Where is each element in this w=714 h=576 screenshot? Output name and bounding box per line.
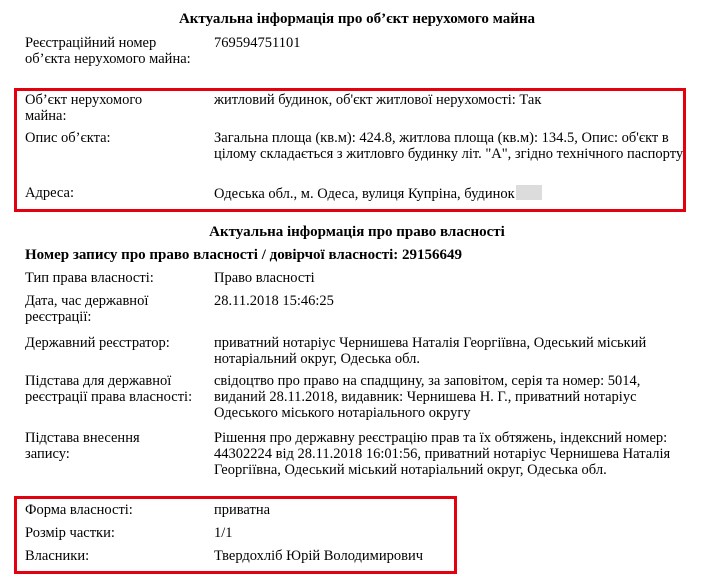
object-highlight-box: [14, 88, 686, 212]
registration-date-label: Дата, час державної реєстрації:: [25, 293, 149, 325]
object-description-value: Загальна площа (кв.м): 424.8, житлова площа (кв.м): 134.5, Опис: об'єкт в цілому складається з житловго будинку літ. "А", згідно технічного паспорту: [214, 130, 684, 162]
address-label: Адреса:: [25, 185, 74, 201]
record-basis-value: Рішення про державну реєстрацію прав та їх обтяжень, індексний номер: 44302224 від 28.11.2018 16:01:56, приватний нотаріус Чернишева Наталія Георгіївна, Одеський міський нотаріальний округ, Одеська обл.: [214, 430, 671, 478]
share-size-label: Розмір частки:: [25, 525, 115, 541]
registration-number-value: 769594751101: [214, 35, 301, 51]
ownership-type-value: Право власності: [214, 270, 315, 286]
ownership-form-label: Форма власності:: [25, 502, 133, 518]
record-basis-label: Підстава внесення запису:: [25, 430, 140, 462]
registrar-value: приватний нотаріус Чернишева Наталія Георгіївна, Одеський міський нотаріальний округ, Одеська обл.: [214, 335, 647, 367]
ownership-record-number: Номер запису про право власності / довірчої власності: 29156649: [25, 247, 463, 263]
ownership-form-value: приватна: [214, 502, 271, 518]
registrar-label: Державний реєстратор:: [25, 335, 170, 351]
owners-highlight-box: [14, 496, 457, 574]
registration-number-label: Реєстраційний номер об’єкта нерухомого майна:: [25, 35, 191, 67]
object-section-title: Актуальна інформація про об’єкт нерухомого майна: [178, 11, 536, 27]
ownership-basis-value: свідоцтво про право на спадщину, за заповітом, серія та номер: 5014, виданий 28.11.2018, видавник: Чернишева Н. Г., приватний нотаріус Одеського міського нотаріального округу: [214, 373, 641, 421]
ownership-section-title: Актуальна інформація про право власності: [209, 224, 505, 240]
property-object-value: житловий будинок, об'єкт житлової нерухомості: Так: [214, 92, 542, 108]
registration-date-value: 28.11.2018 15:46:25: [214, 293, 334, 309]
owners-value: Твердохліб Юрій Володимирович: [214, 548, 424, 564]
ownership-basis-label: Підстава для державної реєстрації права власності:: [25, 373, 193, 405]
property-object-label: Об’єкт нерухомого майна:: [25, 92, 143, 124]
object-description-label: Опис об’єкта:: [25, 130, 111, 146]
owners-label: Власники:: [25, 548, 90, 564]
share-size-value: 1/1: [214, 525, 233, 541]
ownership-type-label: Тип права власності:: [25, 270, 154, 286]
address-text: Одеська обл., м. Одеса, вулиця Купріна, будинок: [214, 186, 515, 202]
